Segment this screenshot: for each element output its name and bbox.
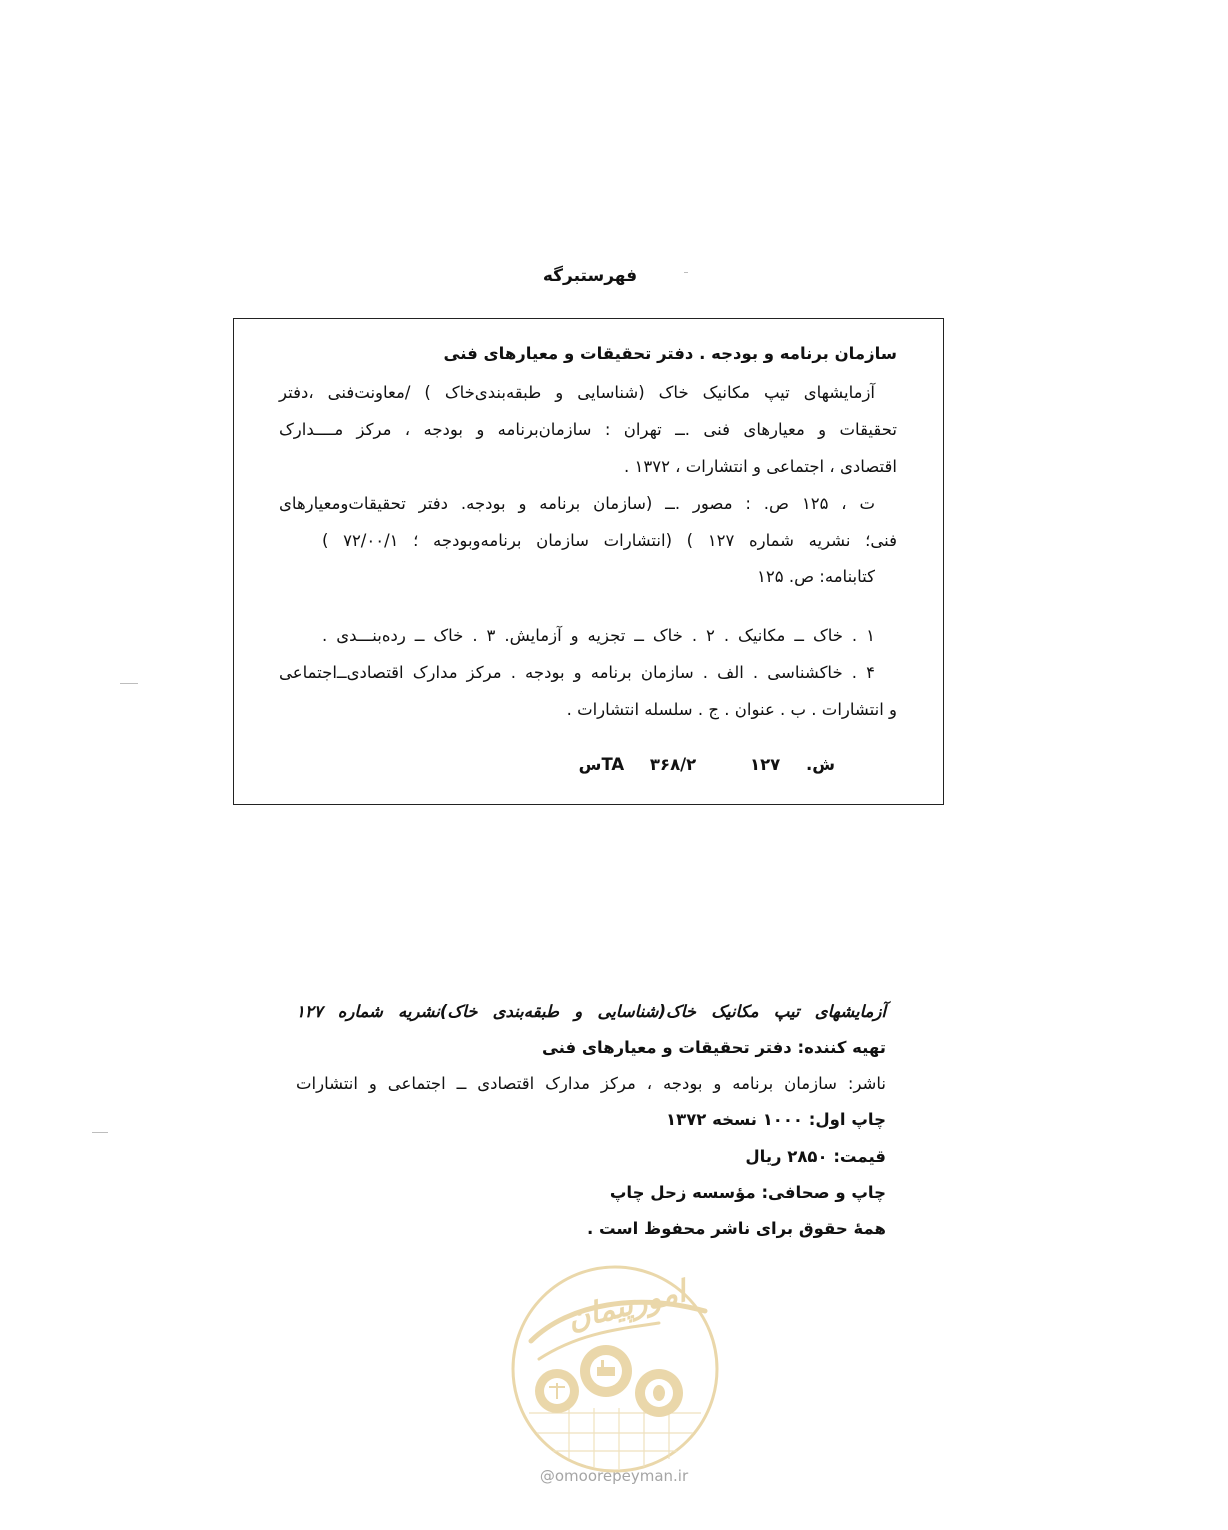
- imprint-prepared-by: تهیه کننده: دفتر تحقیقات و معیارهای فنی: [541, 1038, 886, 1057]
- scan-mark: [92, 1132, 108, 1133]
- imprint-title: آزمایشهای تیپ مکانیک خاک(شناسایی و طبقه‌بندی خاک)نشریه شماره ۱۲۷: [296, 1002, 886, 1021]
- class-number: TA ۳۶۸/۲س: [578, 755, 697, 774]
- catalog-card: [233, 318, 944, 805]
- catalog-subject-line: ۴ . خاکشناسی . الف . سازمان برنامه و بودجه . مرکز مدارک اقتصادی‌ــ‌اجتماعی: [279, 663, 875, 682]
- watermark-site: @omoorepeyman.ir: [539, 1467, 689, 1485]
- catalog-heading: سازمان برنامه و بودجه . دفتر تحقیقات و معیارهای فنی: [443, 344, 897, 363]
- catalog-line: ت ، ۱۲۵ ص. : مصور .ــ (سازمان برنامه و بودجه. دفتر تحقیقات‌ومعیارهای: [279, 494, 875, 513]
- catalog-line: تحقیقات و معیارهای فنی .ــ تهران : سازمان‌برنامه و بودجه ، مرکز مــــدارک: [279, 420, 897, 439]
- catalog-line: آزمایشهای تیپ مکانیک خاک (شناسایی و طبقه‌بندی‌خاک ) /معاونت‌فنی ،دفتر: [279, 383, 875, 402]
- imprint-publisher: ناشر: سازمان برنامه و بودجه ، مرکز مدارک اقتصادی ــ اجتماعی و انتشارات: [296, 1074, 886, 1093]
- catalog-line: فنی؛ نشریه شماره ۱۲۷ ) (انتشارات سازمان برنامه‌وبودجه ؛ ۷۲/۰۰/۱ ): [322, 531, 897, 550]
- catalog-subject-line: و انتشارات . ب . عنوان . ج . سلسله انتشارات .: [566, 700, 897, 719]
- catalog-line: اقتصادی ، اجتماعی و انتشارات ، ۱۳۷۲ .: [623, 457, 897, 476]
- catalog-call-number: [579, 755, 835, 774]
- omoorepeyman-watermark-logo: [509, 1263, 721, 1475]
- catalog-subject-line: ۱ . خاک ــ مکانیک . ۲ . خاک ــ تجزیه و آزمایش. ۳ . خاک ــ ردەبنـــدی .: [322, 626, 875, 645]
- imprint-first-print: چاپ اول: ۱۰۰۰ نسخه ۱۳۷۲: [666, 1110, 886, 1129]
- imprint-printer: چاپ و صحافی: مؤسسه زحل چاپ: [609, 1183, 886, 1202]
- scan-mark: [684, 272, 688, 273]
- scan-mark: [120, 683, 138, 684]
- logo-grid: [529, 1408, 701, 1469]
- logo-script: امورپیمان: [564, 1274, 690, 1338]
- wheat-icon: [653, 1385, 665, 1401]
- catalog-line: کتابنامه: ص. ۱۲۵: [757, 567, 875, 586]
- page-title: فهرستبرگه: [542, 266, 638, 286]
- imprint-price: قیمت: ۲۸۵۰ ریال: [745, 1147, 886, 1166]
- imprint-rights: همهٔ حقوق برای ناشر محفوظ است .: [586, 1219, 886, 1238]
- series-number: ش. ۱۲۷: [750, 755, 835, 774]
